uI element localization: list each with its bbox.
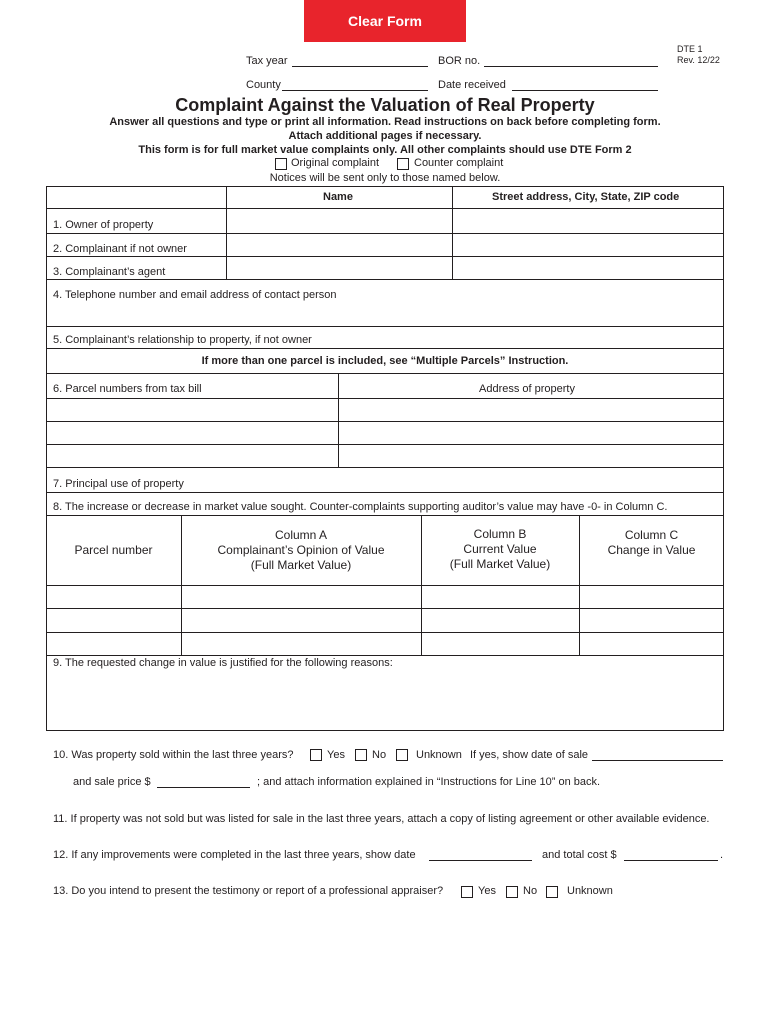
date-received-field[interactable] [512,90,658,91]
agent-address-field[interactable] [454,258,722,278]
parcel-number-field[interactable] [48,423,336,443]
instruction-line-3: This form is for full market value complaints only. All other complaints should use DTE Form 2 [138,144,632,156]
column-a-header [181,528,421,573]
row-complainant-label: 2. Complainant if not owner [53,243,187,255]
notices-note: Notices will be sent only to those named below. [269,172,501,184]
column-a-note: (Full Market Value) [250,558,352,572]
instruction-line-1: Answer all questions and type or print all information. Read instructions on back before completing form. [109,116,661,128]
tax-year-label: Tax year [246,55,288,67]
q10-yes-label: Yes [327,749,345,761]
column-a-title: Column A [274,528,328,542]
sale-price-field[interactable] [157,787,250,788]
parcel-number-header: Parcel number [74,543,153,557]
column-b-field[interactable] [423,610,577,631]
column-a-field[interactable] [183,587,419,607]
counter-complaint-label: Counter complaint [414,157,504,169]
owner-name-field[interactable] [228,210,450,232]
q13-no-label: No [523,885,538,897]
value-parcel-field[interactable] [48,587,179,607]
row-reasons-label: 9. The requested change in value is justified for the following reasons: [53,657,393,669]
counter-complaint-checkbox[interactable] [397,158,409,170]
county-label: County [246,79,281,91]
total-cost-field[interactable] [624,860,718,861]
column-c-subtitle: Change in Value [607,543,696,557]
page-title: Complaint Against the Valuation of Real Property [175,95,595,115]
q11-label: 11. If property was not sold but was listed for sale in the last three years, attach a copy of listing agreement or other available evidence. [53,813,710,825]
sale-price-label: and sale price $ [73,776,151,788]
reasons-field[interactable] [48,672,722,729]
q12-period: . [720,849,724,861]
column-c-title: Column C [624,528,679,542]
col-name-header: Name [323,191,353,203]
improvement-date-field[interactable] [429,860,532,861]
sale-date-field[interactable] [592,760,723,761]
column-c-header [579,528,724,558]
parcel-number-field[interactable] [48,446,336,466]
column-b-header [421,527,579,572]
property-address-field[interactable] [340,446,722,466]
q13-label: 13. Do you intend to present the testimony or report of a professional appraiser? [53,885,444,897]
complainant-name-field[interactable] [228,235,450,255]
row-principal-use-label: 7. Principal use of property [53,478,184,490]
row-value-change-label: 8. The increase or decrease in market value sought. Counter-complaints supporting auditor’s value may have -0- in Column C. [53,501,668,513]
row-parcel-numbers-label: 6. Parcel numbers from tax bill [53,383,202,395]
row-contact-label: 4. Telephone number and email address of contact person [53,289,337,301]
bor-label: BOR no. [438,55,481,67]
column-b-title: Column B [473,527,527,541]
column-a-field[interactable] [183,634,419,654]
value-parcel-field[interactable] [48,634,179,654]
q10-no-checkbox[interactable] [355,749,367,761]
county-field[interactable] [282,90,428,91]
q10-unknown-label: Unknown [416,749,462,761]
q13-yes-label: Yes [478,885,496,897]
property-address-field[interactable] [340,400,722,420]
agent-name-field[interactable] [228,258,450,278]
q10-label: 10. Was property sold within the last three years? [53,749,294,761]
clear-form-button[interactable]: Clear Form [304,0,466,42]
q13-yes-checkbox[interactable] [461,886,473,898]
q10-unknown-checkbox[interactable] [396,749,408,761]
q10-no-label: No [372,749,387,761]
row-relationship-label: 5. Complainant’s relationship to property, if not owner [53,334,312,346]
column-b-field[interactable] [423,587,577,607]
contact-field[interactable] [48,303,722,325]
form-id: DTE 1 [677,44,703,54]
date-received-label: Date received [438,79,506,91]
column-b-subtitle: Current Value [463,542,537,556]
original-complaint-checkbox[interactable] [275,158,287,170]
column-a-subtitle: Complainant’s Opinion of Value [217,543,385,557]
column-c-field[interactable] [581,587,722,607]
q10-if-yes-label: If yes, show date of sale [470,749,589,761]
property-address-field[interactable] [340,423,722,443]
column-c-field[interactable] [581,610,722,631]
q13-no-checkbox[interactable] [506,886,518,898]
value-parcel-field[interactable] [48,610,179,631]
address-of-property-label: Address of property [479,383,575,395]
row-owner-label: 1. Owner of property [53,219,154,231]
q13-unknown-checkbox[interactable] [546,886,558,898]
tax-year-field[interactable] [292,66,428,67]
total-cost-label: and total cost $ [542,849,617,861]
column-b-field[interactable] [423,634,577,654]
parcel-number-field[interactable] [48,400,336,420]
q13-unknown-label: Unknown [567,885,613,897]
q10-yes-checkbox[interactable] [310,749,322,761]
col-address-header: Street address, City, State, ZIP code [492,191,680,203]
q12-label: 12. If any improvements were completed in the last three years, show date [53,849,416,861]
bor-field[interactable] [484,66,658,67]
column-b-note: (Full Market Value) [449,557,551,571]
form-revision: Rev. 12/22 [677,55,720,65]
instruction-line-2: Attach additional pages if necessary. [288,130,482,142]
complainant-address-field[interactable] [454,235,722,255]
multiple-parcels-note: If more than one parcel is included, see “Multiple Parcels” Instruction. [201,355,569,367]
row-agent-label: 3. Complainant’s agent [53,266,166,278]
column-a-field[interactable] [183,610,419,631]
original-complaint-label: Original complaint [291,157,380,169]
q10-attach-label: ; and attach information explained in “Instructions for Line 10” on back. [257,776,601,788]
column-c-field[interactable] [581,634,722,654]
owner-address-field[interactable] [454,210,722,232]
